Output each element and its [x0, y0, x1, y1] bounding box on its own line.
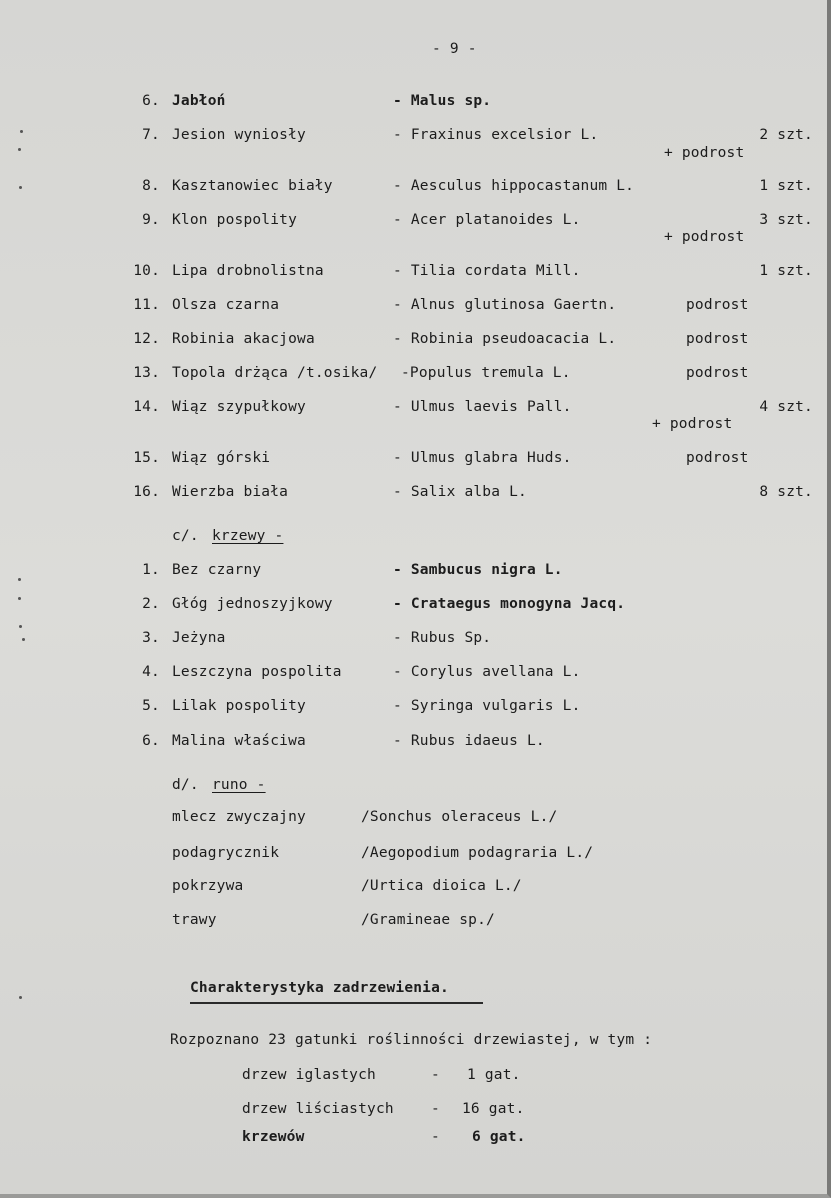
section-title: Charakterystyka zadrzewienia.: [190, 980, 449, 996]
tree-number: 12.: [133, 331, 160, 347]
shrubs-heading-prefix: c/.: [172, 528, 199, 544]
tree-note: + podrost: [664, 145, 745, 161]
summary-value: 16 gat.: [462, 1101, 525, 1117]
shrub-name: Głóg jednoszyjkowy: [172, 596, 333, 612]
shrub-number: 1.: [142, 562, 160, 578]
tree-name: Klon pospolity: [172, 212, 298, 228]
ground-heading-prefix: d/.: [172, 777, 199, 793]
page-number: - 9 -: [432, 41, 477, 57]
summary-intro: Rozpoznano 23 gatunki roślinności drzewiastej, w tym :: [170, 1032, 653, 1048]
shrub-latin: - Crataegus monogyna Jacq.: [393, 596, 626, 612]
shrub-number: 6.: [142, 733, 160, 749]
tree-quantity: 3 szt.: [759, 212, 813, 228]
tree-quantity: 1 szt.: [759, 263, 813, 279]
tree-latin: - Malus sp.: [393, 93, 492, 109]
tree-name: Jabłoń: [172, 93, 226, 109]
tree-number: 14.: [133, 399, 160, 415]
scan-speck: [20, 130, 23, 133]
shrub-name: Lilak pospolity: [172, 698, 306, 714]
tree-number: 16.: [133, 484, 160, 500]
tree-number: 13.: [133, 365, 160, 381]
tree-latin: - Salix alba L.: [393, 484, 527, 500]
tree-number: 11.: [133, 297, 160, 313]
ground-latin: /Urtica dioica L./: [361, 878, 522, 894]
tree-name: Kasztanowiec biały: [172, 178, 333, 194]
tree-number: 10.: [133, 263, 160, 279]
summary-label: drzew iglastych: [242, 1067, 376, 1083]
shrub-number: 3.: [142, 630, 160, 646]
tree-latin: - Alnus glutinosa Gaertn.: [393, 297, 617, 313]
tree-note: podrost: [686, 365, 749, 381]
ground-name: pokrzywa: [172, 878, 244, 894]
ground-name: trawy: [172, 912, 217, 928]
shrub-name: Jeżyna: [172, 630, 226, 646]
scan-speck: [18, 148, 21, 151]
tree-latin: - Fraxinus excelsior L.: [393, 127, 599, 143]
summary-value: 6 gat.: [472, 1129, 526, 1145]
shrub-number: 4.: [142, 664, 160, 680]
summary-dash: -: [431, 1129, 440, 1145]
tree-name: Jesion wyniosły: [172, 127, 306, 143]
tree-name: Wierzba biała: [172, 484, 289, 500]
tree-quantity: 2 szt.: [759, 127, 813, 143]
tree-number: 15.: [133, 450, 160, 466]
scan-speck: [19, 186, 22, 189]
tree-latin: - Ulmus glabra Huds.: [393, 450, 572, 466]
shrub-latin: - Corylus avellana L.: [393, 664, 581, 680]
ground-name: mlecz zwyczajny: [172, 809, 306, 825]
ground-latin: /Aegopodium podagraria L./: [361, 845, 594, 861]
scan-speck: [22, 638, 25, 641]
section-title-underline: [190, 1002, 483, 1004]
shrub-name: Malina właściwa: [172, 733, 306, 749]
ground-latin: /Gramineae sp./: [361, 912, 495, 928]
summary-label: drzew liściastych: [242, 1101, 394, 1117]
tree-quantity: 4 szt.: [759, 399, 813, 415]
shrub-name: Bez czarny: [172, 562, 262, 578]
ground-latin: /Sonchus oleraceus L./: [361, 809, 558, 825]
tree-quantity: 1 szt.: [759, 178, 813, 194]
tree-note: podrost: [686, 450, 749, 466]
tree-note: + podrost: [664, 229, 745, 245]
scan-speck: [18, 597, 21, 600]
tree-name: Topola drżąca /t.osika/: [172, 365, 378, 381]
tree-note: podrost: [686, 331, 749, 347]
shrub-number: 2.: [142, 596, 160, 612]
tree-latin: - Acer platanoides L.: [393, 212, 581, 228]
tree-note: podrost: [686, 297, 749, 313]
tree-latin: - Aesculus hippocastanum L.: [393, 178, 635, 194]
tree-name: Wiąz szypułkowy: [172, 399, 306, 415]
scan-speck: [18, 578, 21, 581]
tree-number: 9.: [142, 212, 160, 228]
summary-value: 1 gat.: [467, 1067, 521, 1083]
shrub-latin: - Rubus idaeus L.: [393, 733, 545, 749]
tree-name: Wiąz górski: [172, 450, 271, 466]
summary-label: krzewów: [242, 1129, 305, 1145]
summary-dash: -: [431, 1067, 440, 1083]
tree-latin: - Tilia cordata Mill.: [393, 263, 581, 279]
shrub-latin: - Sambucus nigra L.: [393, 562, 563, 578]
tree-latin: -Populus tremula L.: [401, 365, 571, 381]
tree-latin: - Robinia pseudoacacia L.: [393, 331, 617, 347]
scan-speck: [19, 625, 22, 628]
shrub-name: Leszczyna pospolita: [172, 664, 342, 680]
tree-name: Robinia akacjowa: [172, 331, 315, 347]
tree-number: 7.: [142, 127, 160, 143]
shrub-number: 5.: [142, 698, 160, 714]
tree-number: 8.: [142, 178, 160, 194]
ground-heading: runo -: [212, 777, 266, 793]
tree-note: + podrost: [652, 416, 733, 432]
summary-dash: -: [431, 1101, 440, 1117]
tree-quantity: 8 szt.: [759, 484, 813, 500]
tree-name: Olsza czarna: [172, 297, 280, 313]
shrub-latin: - Rubus Sp.: [393, 630, 492, 646]
ground-name: podagrycznik: [172, 845, 280, 861]
tree-number: 6.: [142, 93, 160, 109]
shrubs-heading: krzewy -: [212, 528, 284, 544]
shrub-latin: - Syringa vulgaris L.: [393, 698, 581, 714]
scan-speck: [19, 996, 22, 999]
tree-name: Lipa drobnolistna: [172, 263, 324, 279]
tree-latin: - Ulmus laevis Pall.: [393, 399, 572, 415]
